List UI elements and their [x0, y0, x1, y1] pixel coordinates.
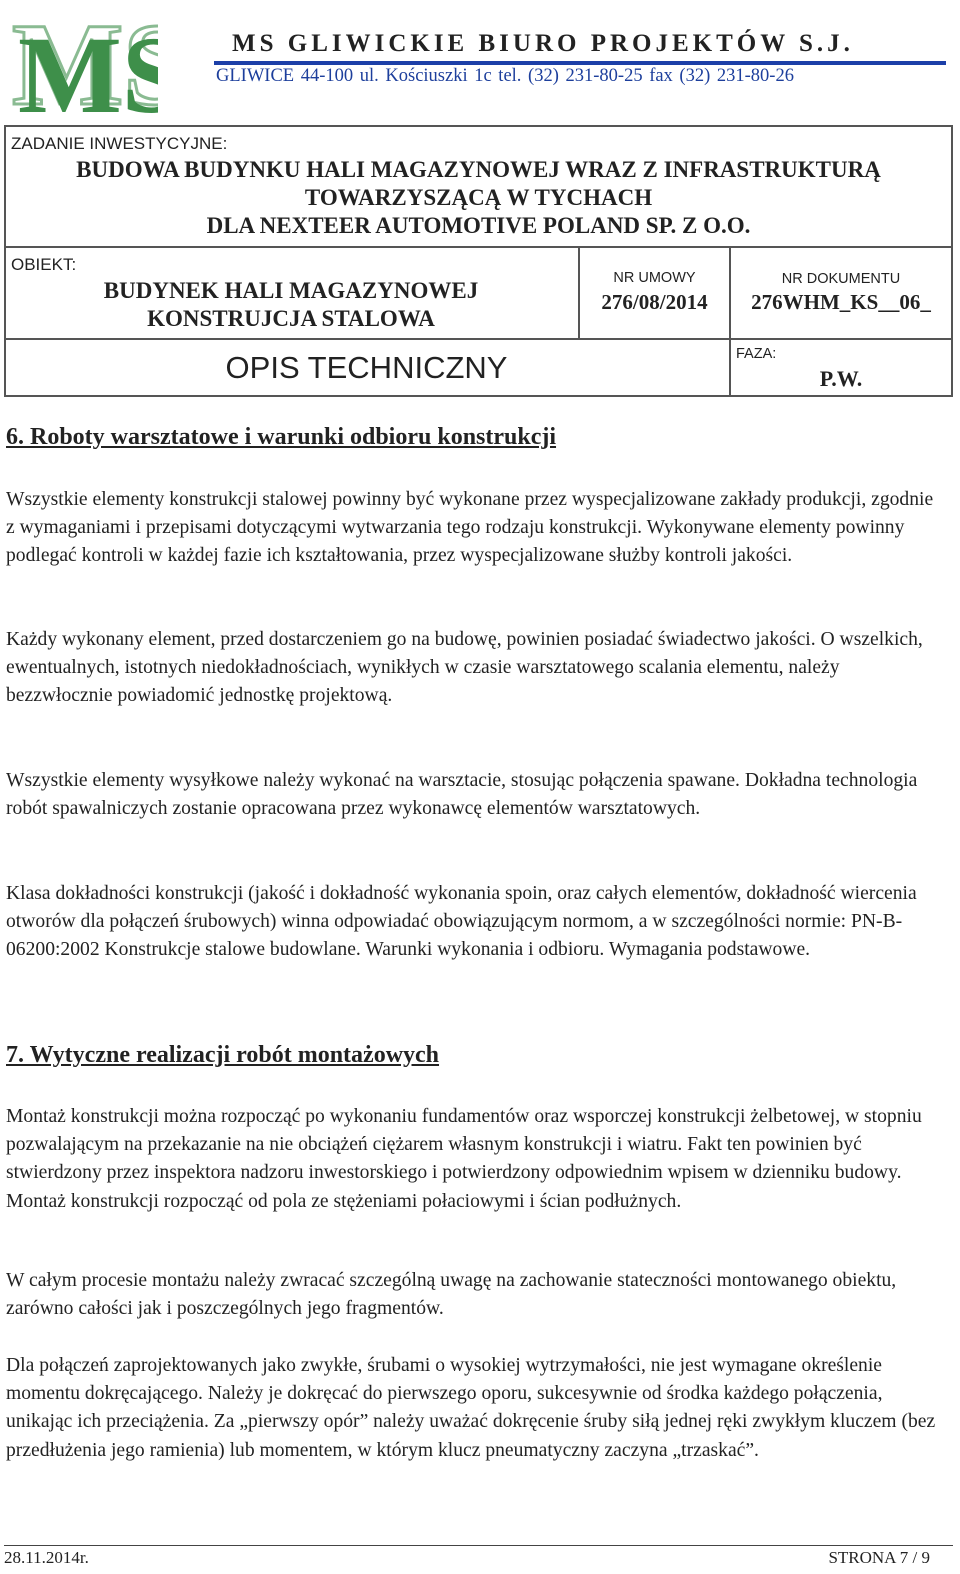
investment-title-line-3: DLA NEXTEER AUTOMOTIVE POLAND SP. Z O.O. [206, 213, 751, 238]
footer-date: 28.11.2014r. [4, 1548, 89, 1567]
section-7-paragraph-3: Dla połączeń zaprojektowanych jako zwykłe, śrubami o wysokiej wytrzymałości, nie jest wymagane określenie momentu dokręcającego. Należy je dokręcać do pierwszego oporu, sukcesywnie od środka każdego połączenia, unikając ich przeciążenia. Za „pierwszy opór” należy uważać dokręcenie śruby siłą jednej ręki zwykłym kluczem (bez przedłużenia jego ramienia) lub momentem, w którym klucz pneumatyczny zaczyna „trzaskać”. [6, 1355, 936, 1461]
contract-label: NR UMOWY [613, 270, 696, 286]
company-address: GLIWICE 44-100 ul. Kościuszki 1c tel. (32) 231-80-25 fax (32) 231-80-26 [216, 66, 794, 86]
company-rule [214, 61, 946, 65]
header-divider-2 [4, 338, 953, 340]
section-7-heading: 7. Wytyczne realizacji robót montażowych [6, 1042, 440, 1068]
object-line-1: BUDYNEK HALI MAGAZYNOWEJ [103, 278, 479, 303]
section-6-paragraph-3: Wszystkie elementy wysyłkowe należy wykonać na warsztacie, stosując połączenia spawane. Dokładna technologia robót spawalniczych zostanie opracowana przez wykonawcę elementów warsztatowych. [6, 770, 918, 820]
section-6-paragraph-1: Wszystkie elementy konstrukcji stalowej powinny być wykonane przez wyspecjalizowane zakłady produkcji, zgodnie z wymaganiami i przepisami dotyczącymi wytwarzania tego rodzaju konstrukcji. Wykonywane elementy powinny podlegać kontroli w każdej fazie ich kształtowania, przez wyspecjalizowane służby kontroli jakości. [6, 489, 934, 567]
svg-text:MS: MS [18, 14, 158, 122]
svg-text:MS: MS [12, 4, 158, 122]
investment-label: ZADANIE INWESTYCYJNE: [11, 134, 228, 153]
section-6-heading: 6. Roboty warsztatowe i warunki odbioru konstrukcji [6, 424, 557, 450]
contract-value: 276/08/2014 [601, 290, 708, 314]
document-label: NR DOKUMENTU [781, 271, 901, 287]
footer-page-number: STRONA 7 / 9 [828, 1548, 930, 1567]
company-name: MS GLIWICKIE BIURO PROJEKTÓW S.J. [232, 30, 854, 57]
object-label: OBIEKT: [11, 255, 77, 274]
document-title: OPIS TECHNICZNY [225, 350, 508, 385]
section-7-paragraph-2: W całym procesie montażu należy zwracać szczególną uwagę na zachowanie stateczności montowanego obiektu, zarówno całości jak i poszczególnych jego fragmentów. [6, 1270, 897, 1320]
section-6-paragraph-2: Każdy wykonany element, przed dostarczeniem go na budowę, powinien posiadać świadectwo jakości. O wszelkich, ewentualnych, istotnych niedokładnościach, wynikłych w czasie warsztatowego scalania elementu, należy bezzwłocznie powiadomić jednostkę projektową. [6, 629, 923, 707]
phase-value: P.W. [819, 366, 863, 391]
footer-rule [4, 1545, 953, 1546]
phase-label: FAZA: [736, 346, 777, 362]
document-value: 276WHM_KS__06_ [751, 290, 931, 314]
section-7-paragraph-1: Montaż konstrukcji można rozpocząć po wykonaniu fundamentów oraz wsporczej konstrukcji żelbetowej, w stopniu pozwalającym na przekazanie na nie obciążeń ciężarem własnym konstrukcji i wiatru. Fakt ten powinien być stwierdzony przez inspektora nadzoru inwestorskiego i potwierdzony odpowiednim wpisem w dzienniku budowy. Montaż konstrukcji rozpocząć od pola ze stężeniami połaciowymi i ścian podłużnych. [6, 1106, 922, 1212]
investment-title-line-1: BUDOWA BUDYNKU HALI MAGAZYNOWEJ WRAZ Z INFRASTRUKTURĄ [76, 157, 881, 182]
section-6-paragraph-4: Klasa dokładności konstrukcji (jakość i dokładność wykonania spoin, oraz całych elementów, dokładność wiercenia otworów dla połączeń śrubowych) winna odpowiadać obowiązującym normom, a w szczególności normie: PN-B-06200:2002 Konstrukcje stalowe budowlane. Warunki wykonania i odbioru. Wymagania podstawowe. [6, 883, 917, 961]
company-logo [8, 4, 158, 122]
object-line-2: KONSTRUJCJA STALOWA [147, 306, 435, 331]
investment-title-line-2: TOWARZYSZĄCĄ W TYCHACH [304, 185, 653, 210]
header-divider-1 [4, 246, 953, 248]
